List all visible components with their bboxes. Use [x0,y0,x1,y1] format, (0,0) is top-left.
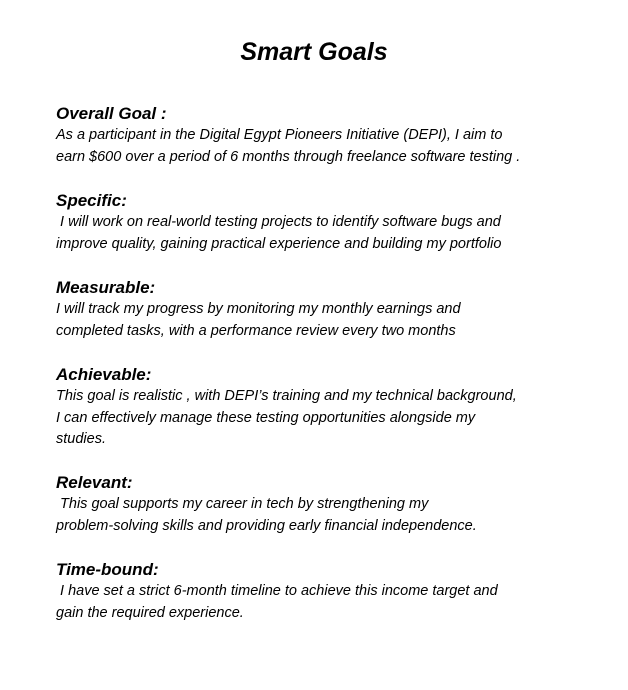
section-text-line: gain the required experience. [56,604,244,621]
section-text-line: I can effectively manage these testing opportunities alongside my [56,409,476,426]
section-relevant [56,472,616,537]
section-achievable [56,364,616,451]
section-text-line: improve quality, gaining practical experience and building my portfolio [56,235,502,252]
section-heading: Achievable: [56,365,152,384]
section-text-line: I will track my progress by monitoring my monthly earnings and [56,301,461,317]
section-text-line: earn $600 over a period of 6 months through freelance software testing . [56,148,521,165]
section-time-bound [56,559,616,624]
section-heading: Relevant: [56,473,133,492]
section-text-line: I have set a strict 6-month timeline to achieve this income target and [56,583,498,599]
section-text-line: This goal is realistic , with DEPI’s training and my technical background, [56,388,517,404]
section-text-line: As a participant in the Digital Egypt Pioneers Initiative (DEPI), I aim to [56,127,503,143]
section-specific [56,190,616,255]
section-measurable [56,277,616,342]
section-text-line: I will work on real-world testing projects to identify software bugs and [56,214,501,230]
section-heading: Measurable: [56,278,156,297]
section-overall-goal [56,103,616,168]
section-text-line: This goal supports my career in tech by strengthening my [56,496,429,512]
section-text-line: problem-solving skills and providing early financial independence. [56,517,477,534]
section-heading: Specific: [56,191,127,210]
section-heading: Time-bound: [56,560,159,579]
page-title: Smart Goals [240,38,388,66]
section-text-line: completed tasks, with a performance review every two months [56,322,456,339]
section-heading: Overall Goal : [56,104,167,123]
section-text-line: studies. [56,431,106,447]
